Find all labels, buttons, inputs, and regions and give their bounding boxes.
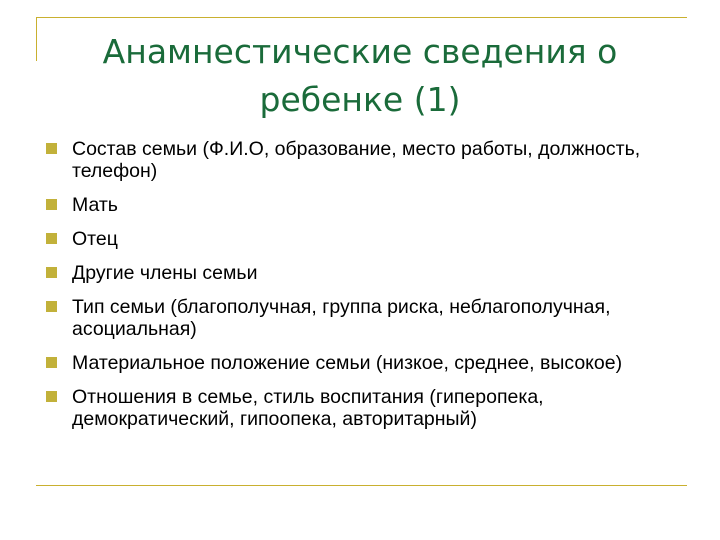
list-item-text: Мать <box>72 194 118 216</box>
list-item <box>44 352 644 374</box>
square-bullet-icon <box>46 199 57 210</box>
list-item <box>44 262 644 284</box>
square-bullet-icon <box>46 357 57 368</box>
list-item <box>44 138 644 182</box>
bottom-divider <box>36 485 687 486</box>
square-bullet-icon <box>46 233 57 244</box>
square-bullet-icon <box>46 301 57 312</box>
square-bullet-icon <box>46 267 57 278</box>
list-item-text: Тип семьи (благополучная, группа риска, неблагополучная, асоциальная) <box>72 296 611 340</box>
list-item-text: Отец <box>72 228 118 250</box>
list-item <box>44 296 644 340</box>
list-item-text: Материальное положение семьи (низкое, среднее, высокое) <box>72 352 623 374</box>
square-bullet-icon <box>46 391 57 402</box>
list-item <box>44 386 644 430</box>
list-item <box>44 194 644 216</box>
square-bullet-icon <box>46 143 57 154</box>
list-item-text: Отношения в семье, стиль воспитания (гиперопека, демократический, гипоопека, авторитарный) <box>72 386 544 430</box>
bullet-list <box>44 138 644 442</box>
list-item-text: Состав семьи (Ф.И.О, образование, место работы, должность, телефон) <box>72 138 641 182</box>
top-divider <box>36 17 687 18</box>
list-item-text: Другие члены семьи <box>72 262 258 284</box>
left-accent-line <box>36 17 37 61</box>
slide-title: Анамнестические сведения о ребенке (1) <box>102 32 618 119</box>
list-item <box>44 228 644 250</box>
